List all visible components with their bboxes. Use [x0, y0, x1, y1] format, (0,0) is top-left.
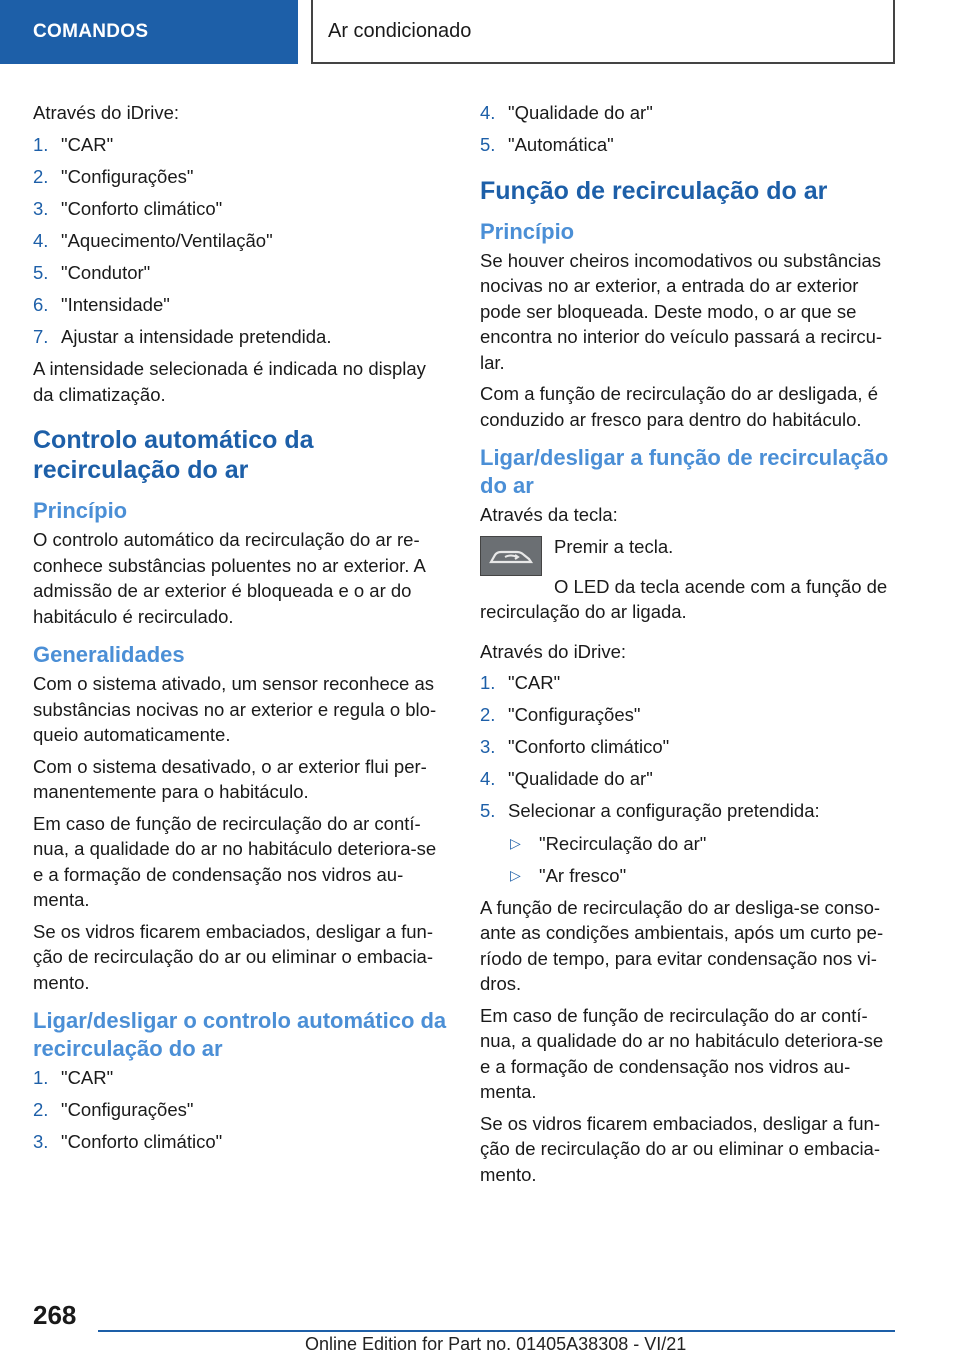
- auto-off-text: A função de recirculação do ar desliga-se conso-ante as condições ambientais, após um curto pe-ríodo de tempo, para evitar condensação nos vi-dros.: [480, 896, 884, 995]
- list-item: 1. "CAR": [33, 133, 114, 155]
- section-heading-auto-recirculation: Controlo automático da recirculação do ar: [33, 426, 314, 485]
- list-item: 4. "Qualidade do ar": [480, 102, 653, 123]
- list-item: ▷ "Recirculação do ar": [480, 831, 898, 857]
- list-item: 2. "Configurações": [480, 704, 641, 726]
- list-item: 5. "Automática": [480, 134, 614, 156]
- subheading-general: Generalidades: [33, 642, 185, 668]
- intro-text: Através do iDrive:: [33, 102, 179, 123]
- list-item: 4. "Aquecimento/Ventilação": [33, 229, 273, 251]
- led-text: O LED da tecla acende com a função de recirculação do ar ligada.: [480, 575, 888, 623]
- intensity-note: A intensidade selecionada é indicada no display da climatização.: [33, 358, 426, 405]
- subheading-toggle-auto: Ligar/desligar o controlo automático da recirculação do ar: [33, 1008, 447, 1062]
- button-instruction-text: [554, 534, 673, 576]
- right-column: [480, 100, 898, 1193]
- topic-title: Ar condicionado: [328, 19, 472, 42]
- via-button-text: Através da tecla:: [480, 504, 618, 526]
- principle-text: O controlo automático da recirculação do ar re-conhece substâncias poluentes no ar exterior. A admissão de ar exterior é bloqueada e o ar do habitáculo é recirculado.: [33, 529, 425, 627]
- general-text-1: Com o sistema ativado, um sensor reconhece as substâncias nocivas no ar exterior e regula o blo-queio automaticamente.: [33, 673, 437, 746]
- list-item: 7. Ajustar a intensidade pretendida.: [33, 326, 332, 348]
- recirculation-steps-list: [480, 670, 898, 888]
- list-item: 5. "Condutor": [33, 261, 151, 283]
- triangle-bullet-icon: ▷: [510, 866, 521, 883]
- page-number: 268: [33, 1300, 77, 1330]
- subheading-toggle: Ligar/desligar a função de recirculação do ar: [480, 445, 889, 499]
- principle-text-1: Se houver cheiros incomodativos ou substâncias nocivas no ar exterior, a entrada do ar exterior pode ser bloqueada. Deste modo, o ar que se encontra no interior do veículo passará a recircu-lar.: [480, 249, 883, 373]
- general-text-3: Em caso de função de recirculação do ar contí-nua, a qualidade do ar no habitáculo deteriora-se e a formação de condensação nos vidros au-menta.: [33, 812, 437, 911]
- section-heading-recirculation: Função de recirculação do ar: [480, 176, 828, 205]
- via-idrive-text: Através do iDrive:: [480, 640, 626, 662]
- continuous-text: Em caso de função de recirculação do ar contí-nua, a qualidade do ar no habitáculo deteriora-se e a formação de condensação nos vidros au-menta.: [480, 1004, 884, 1103]
- list-item: 2. "Configurações": [33, 1099, 194, 1121]
- section-title: COMANDOS: [33, 21, 149, 42]
- list-item: 3. "Conforto climático": [480, 736, 670, 758]
- list-item: 2. "Configurações": [33, 165, 194, 187]
- topic-header: [311, 0, 895, 64]
- general-text-2: Com o sistema desativado, o ar exterior flui per-manentemente para o habitáculo.: [33, 755, 427, 803]
- section-tab: [0, 0, 298, 64]
- button-instruction: [480, 534, 898, 576]
- list-item: 3. "Conforto climático": [33, 1131, 223, 1153]
- general-text-4: Se os vidros ficarem embaciados, desligar a fun-ção de recirculação do ar ou eliminar o embacia-mento.: [33, 920, 434, 993]
- list-item: 3. "Conforto climático": [33, 197, 223, 219]
- left-column: [33, 100, 448, 1161]
- list-item: ▷ "Ar fresco": [480, 863, 898, 889]
- fogged-text: Se os vidros ficarem embaciados, desligar a fun-ção de recirculação do ar ou eliminar o embacia-mento.: [480, 1112, 881, 1185]
- principle-text-2: Com a função de recirculação do ar desligada, é conduzido ar fresco para dentro do habitáculo.: [480, 383, 878, 430]
- subheading-principle: Princípio: [480, 218, 575, 244]
- edition-text: Online Edition for Part no. 01405A38308 - VI/21: [305, 1334, 687, 1354]
- continued-steps-list: [480, 100, 898, 158]
- list-item: 5. Selecionar a configuração pretendida:: [480, 800, 820, 822]
- list-item: 4. "Qualidade do ar": [480, 768, 653, 790]
- list-item: 6. "Intensidade": [33, 293, 170, 315]
- list-item: 1. "CAR": [480, 672, 561, 694]
- press-button-text: Premir a tecla.: [554, 535, 674, 557]
- triangle-bullet-icon: ▷: [510, 834, 521, 851]
- idrive-steps-list: [33, 132, 448, 350]
- footer-divider: [98, 1330, 895, 1332]
- list-item: 1. "CAR": [33, 1067, 114, 1089]
- toggle-steps-list: [33, 1065, 448, 1155]
- car-recirculation-icon: [480, 536, 542, 576]
- subheading-principle: Princípio: [33, 498, 128, 524]
